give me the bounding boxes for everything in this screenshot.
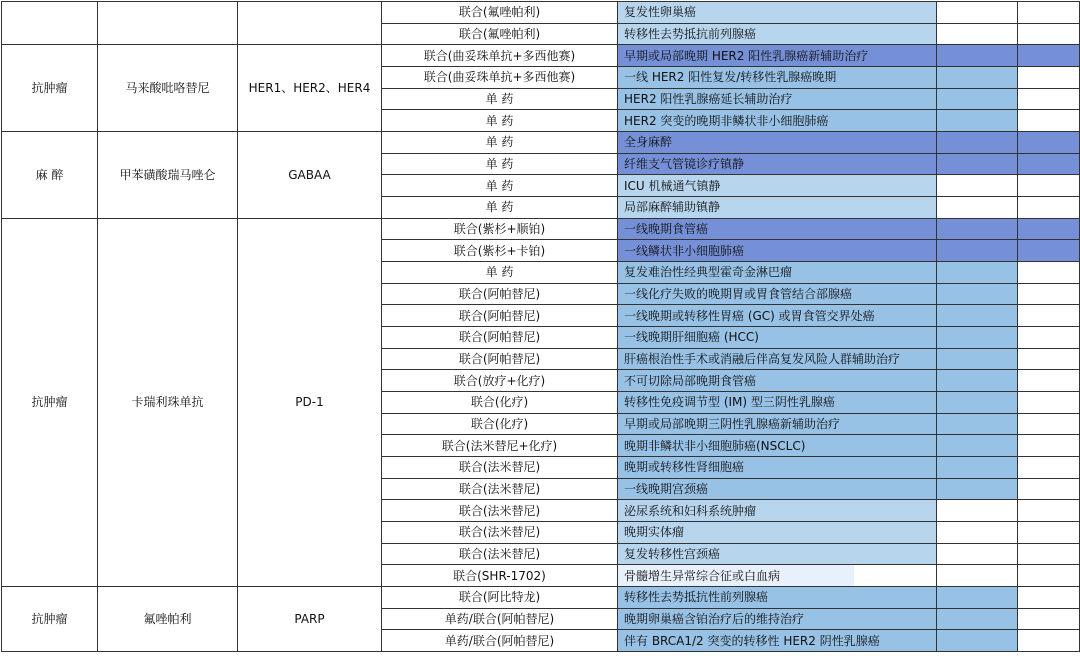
stage-divider — [936, 284, 937, 305]
indication-text: 转移性免疫调节型 (IM) 型三阴性乳腺癌 — [624, 395, 835, 410]
stage-divider — [936, 132, 937, 153]
mode-cell: 联合(法米替尼+化疗) — [382, 435, 618, 457]
stage-divider — [1017, 132, 1018, 153]
indication-cell — [618, 88, 1080, 110]
indication-cell — [618, 348, 1080, 370]
drug-cell: 马来酸吡咯替尼 — [98, 45, 238, 132]
stage-divider — [1017, 500, 1018, 521]
indication-text: 早期或局部晚期 HER2 阳性乳腺癌新辅助治疗 — [624, 48, 869, 63]
stage-divider — [936, 544, 937, 565]
indication-text: 骨髓增生异常综合征或白血病 — [624, 568, 781, 583]
indication-cell — [618, 500, 1080, 522]
indication-text: 晚期非鳞状非小细胞肺癌(NSCLC) — [624, 438, 806, 453]
mode-cell: 联合(氟唑帕利) — [382, 2, 618, 24]
mode-cell: 联合(紫杉+卡铂) — [382, 240, 618, 262]
stage-divider — [936, 414, 937, 435]
category-cell: 抗肿瘤 — [2, 587, 98, 652]
indication-cell — [618, 67, 1080, 89]
indication-cell — [618, 478, 1080, 500]
mode-cell: 联合(曲妥珠单抗+多西他赛) — [382, 45, 618, 67]
mode-cell: 联合(法米替尼) — [382, 500, 618, 522]
indication-text: HER2 突变的晚期非鳞状非小细胞肺癌 — [624, 113, 829, 128]
stage-divider — [936, 500, 937, 521]
drug-cell: 氟唑帕利 — [98, 587, 238, 652]
stage-divider — [1017, 414, 1018, 435]
indication-cell — [618, 23, 1080, 45]
indication-text: 早期或局部晚期三阴性乳腺癌新辅助治疗 — [624, 417, 841, 432]
indication-cell — [618, 435, 1080, 457]
mode-cell: 联合(法米替尼) — [382, 543, 618, 565]
category-cell — [2, 2, 98, 45]
stage-divider — [1017, 110, 1018, 131]
mode-cell: 联合(SHR-1702) — [382, 565, 618, 587]
indication-cell — [618, 45, 1080, 67]
mode-cell: 联合(紫杉+顺铂) — [382, 218, 618, 240]
stage-divider — [936, 305, 937, 326]
category-cell: 抗肿瘤 — [2, 45, 98, 132]
indication-cell — [618, 132, 1080, 154]
stage-divider — [936, 565, 937, 586]
indication-cell — [618, 587, 1080, 609]
indication-cell — [618, 262, 1080, 284]
mode-cell: 单 药 — [382, 153, 618, 175]
stage-divider — [936, 262, 937, 283]
indication-cell — [618, 110, 1080, 132]
indication-text: 复发转移性宫颈癌 — [624, 547, 721, 562]
stage-divider — [936, 457, 937, 478]
indication-text: 转移性去势抵抗性前列腺癌 — [624, 590, 769, 605]
mode-cell: 联合(阿帕替尼) — [382, 283, 618, 305]
indication-cell — [618, 283, 1080, 305]
stage-divider — [1017, 435, 1018, 456]
stage-divider — [1017, 609, 1018, 630]
category-cell: 抗肿瘤 — [2, 218, 98, 586]
category-cell: 麻 醉 — [2, 132, 98, 219]
indication-cell — [618, 630, 1080, 652]
indication-text: 全身麻醉 — [624, 135, 673, 150]
stage-divider — [936, 349, 937, 370]
stage-divider — [1017, 587, 1018, 608]
mode-cell: 联合(氟唑帕利) — [382, 23, 618, 45]
stage-divider — [1017, 392, 1018, 413]
stage-divider — [1017, 67, 1018, 88]
stage-divider — [1017, 219, 1018, 240]
indication-cell — [618, 543, 1080, 565]
stage-divider — [1017, 544, 1018, 565]
indication-cell — [618, 608, 1080, 630]
indication-text: 晚期或转移性肾细胞癌 — [624, 460, 745, 475]
indication-cell — [618, 218, 1080, 240]
stage-divider — [1017, 262, 1018, 283]
indication-cell — [618, 522, 1080, 544]
indication-cell — [618, 305, 1080, 327]
stage-divider — [936, 327, 937, 348]
mode-cell: 联合(法米替尼) — [382, 478, 618, 500]
stage-divider — [936, 67, 937, 88]
mode-cell: 联合(化疗) — [382, 392, 618, 414]
stage-divider — [1017, 349, 1018, 370]
target-cell: HER1、HER2、HER4 — [238, 45, 382, 132]
indication-cell — [618, 197, 1080, 219]
mode-cell: 单 药 — [382, 132, 618, 154]
indication-text: 一线晚期肝细胞癌 (HCC) — [624, 330, 759, 345]
indication-text: 伴有 BRCA1/2 突变的转移性 HER2 阴性乳腺癌 — [624, 633, 880, 648]
stage-divider — [1017, 327, 1018, 348]
indication-text: 肝癌根治性手术或消融后伴高复发风险人群辅助治疗 — [624, 352, 901, 367]
indication-cell — [618, 153, 1080, 175]
indication-cell — [618, 175, 1080, 197]
table-row — [2, 218, 1080, 240]
stage-divider — [936, 219, 937, 240]
stage-divider — [936, 110, 937, 131]
table-row — [2, 45, 1080, 67]
drug-cell: 甲苯磺酸瑞马唑仑 — [98, 132, 238, 219]
indication-text: 晚期实体瘤 — [624, 525, 685, 540]
stage-divider — [936, 522, 937, 543]
stage-divider — [936, 24, 937, 45]
stage-divider — [1017, 240, 1018, 261]
stage-divider — [1017, 24, 1018, 45]
stage-divider — [936, 240, 937, 261]
stage-divider — [1017, 197, 1018, 218]
stage-divider — [1017, 630, 1018, 651]
indication-text: ICU 机械通气镇静 — [624, 178, 721, 193]
indication-text: 复发性卵巢癌 — [624, 5, 697, 20]
indication-cell — [618, 565, 1080, 587]
stage-divider — [936, 435, 937, 456]
mode-cell: 单 药 — [382, 175, 618, 197]
stage-divider — [936, 45, 937, 66]
indication-text: 不可切除局部晚期食管癌 — [624, 373, 757, 388]
stage-divider — [936, 630, 937, 651]
mode-cell: 联合(放疗+化疗) — [382, 370, 618, 392]
indication-cell — [618, 327, 1080, 349]
table-row — [2, 132, 1080, 154]
indication-text: HER2 阳性乳腺癌延长辅助治疗 — [624, 92, 793, 107]
indication-text: 泌尿系统和妇科系统肿瘤 — [624, 503, 757, 518]
pipeline-table — [1, 1, 1080, 652]
stage-divider — [936, 2, 937, 23]
mode-cell: 联合(曲妥珠单抗+多西他赛) — [382, 67, 618, 89]
stage-divider — [1017, 479, 1018, 500]
stage-divider — [1017, 457, 1018, 478]
mode-cell: 联合(阿帕替尼) — [382, 348, 618, 370]
mode-cell: 联合(阿帕替尼) — [382, 305, 618, 327]
stage-divider — [1017, 2, 1018, 23]
indication-cell — [618, 457, 1080, 479]
stage-divider — [1017, 284, 1018, 305]
indication-text: 纤维支气管镜诊疗镇静 — [624, 157, 745, 172]
drug-cell: 卡瑞利珠单抗 — [98, 218, 238, 586]
stage-divider — [1017, 370, 1018, 391]
indication-cell — [618, 240, 1080, 262]
mode-cell: 联合(阿比特龙) — [382, 587, 618, 609]
indication-text: 转移性去势抵抗前列腺癌 — [624, 27, 757, 41]
mode-cell: 单 药 — [382, 197, 618, 219]
stage-divider — [936, 175, 937, 196]
stage-divider — [1017, 305, 1018, 326]
stage-divider — [936, 89, 937, 110]
indication-cell — [618, 392, 1080, 414]
stage-bar — [618, 132, 1080, 153]
stage-divider — [1017, 154, 1018, 175]
stage-divider — [936, 154, 937, 175]
table-row — [2, 2, 1080, 24]
stage-divider — [936, 587, 937, 608]
indication-cell — [618, 2, 1080, 24]
indication-text: 一线 HER2 阳性复发/转移性乳腺癌晚期 — [624, 70, 837, 85]
mode-cell: 单 药 — [382, 88, 618, 110]
mode-cell: 联合(法米替尼) — [382, 522, 618, 544]
target-cell: PD-1 — [238, 218, 382, 586]
stage-divider — [936, 370, 937, 391]
indication-text: 一线鳞状非小细胞肺癌 — [624, 243, 745, 258]
mode-cell: 单 药 — [382, 110, 618, 132]
mode-cell: 单 药 — [382, 262, 618, 284]
mode-cell: 单药/联合(阿帕替尼) — [382, 608, 618, 630]
mode-cell: 联合(化疗) — [382, 413, 618, 435]
stage-divider — [936, 197, 937, 218]
target-cell — [238, 2, 382, 45]
mode-cell: 单药/联合(阿帕替尼) — [382, 630, 618, 652]
target-cell: PARP — [238, 587, 382, 652]
indication-cell — [618, 370, 1080, 392]
indication-text: 局部麻醉辅助镇静 — [624, 200, 721, 215]
stage-divider — [1017, 522, 1018, 543]
stage-divider — [936, 609, 937, 630]
indication-text: 一线晚期宫颈癌 — [624, 482, 709, 497]
indication-text: 一线晚期或转移性胃癌 (GC) 或胃食管交界处癌 — [624, 308, 875, 323]
indication-cell — [618, 413, 1080, 435]
table-row — [2, 587, 1080, 609]
drug-cell — [98, 2, 238, 45]
stage-divider — [1017, 89, 1018, 110]
mode-cell: 联合(阿帕替尼) — [382, 327, 618, 349]
indication-text: 复发难治性经典型霍奇金淋巴瘤 — [624, 265, 793, 280]
stage-divider — [1017, 45, 1018, 66]
mode-cell: 联合(法米替尼) — [382, 457, 618, 479]
indication-text: 晚期卵巢癌含铂治疗后的维持治疗 — [624, 612, 805, 627]
indication-text: 一线晚期食管癌 — [624, 222, 709, 237]
target-cell: GABAA — [238, 132, 382, 219]
stage-divider — [1017, 175, 1018, 196]
stage-divider — [936, 479, 937, 500]
stage-divider — [1017, 565, 1018, 586]
indication-text: 一线化疗失败的晚期胃或胃食管结合部腺癌 — [624, 287, 853, 302]
stage-divider — [936, 392, 937, 413]
